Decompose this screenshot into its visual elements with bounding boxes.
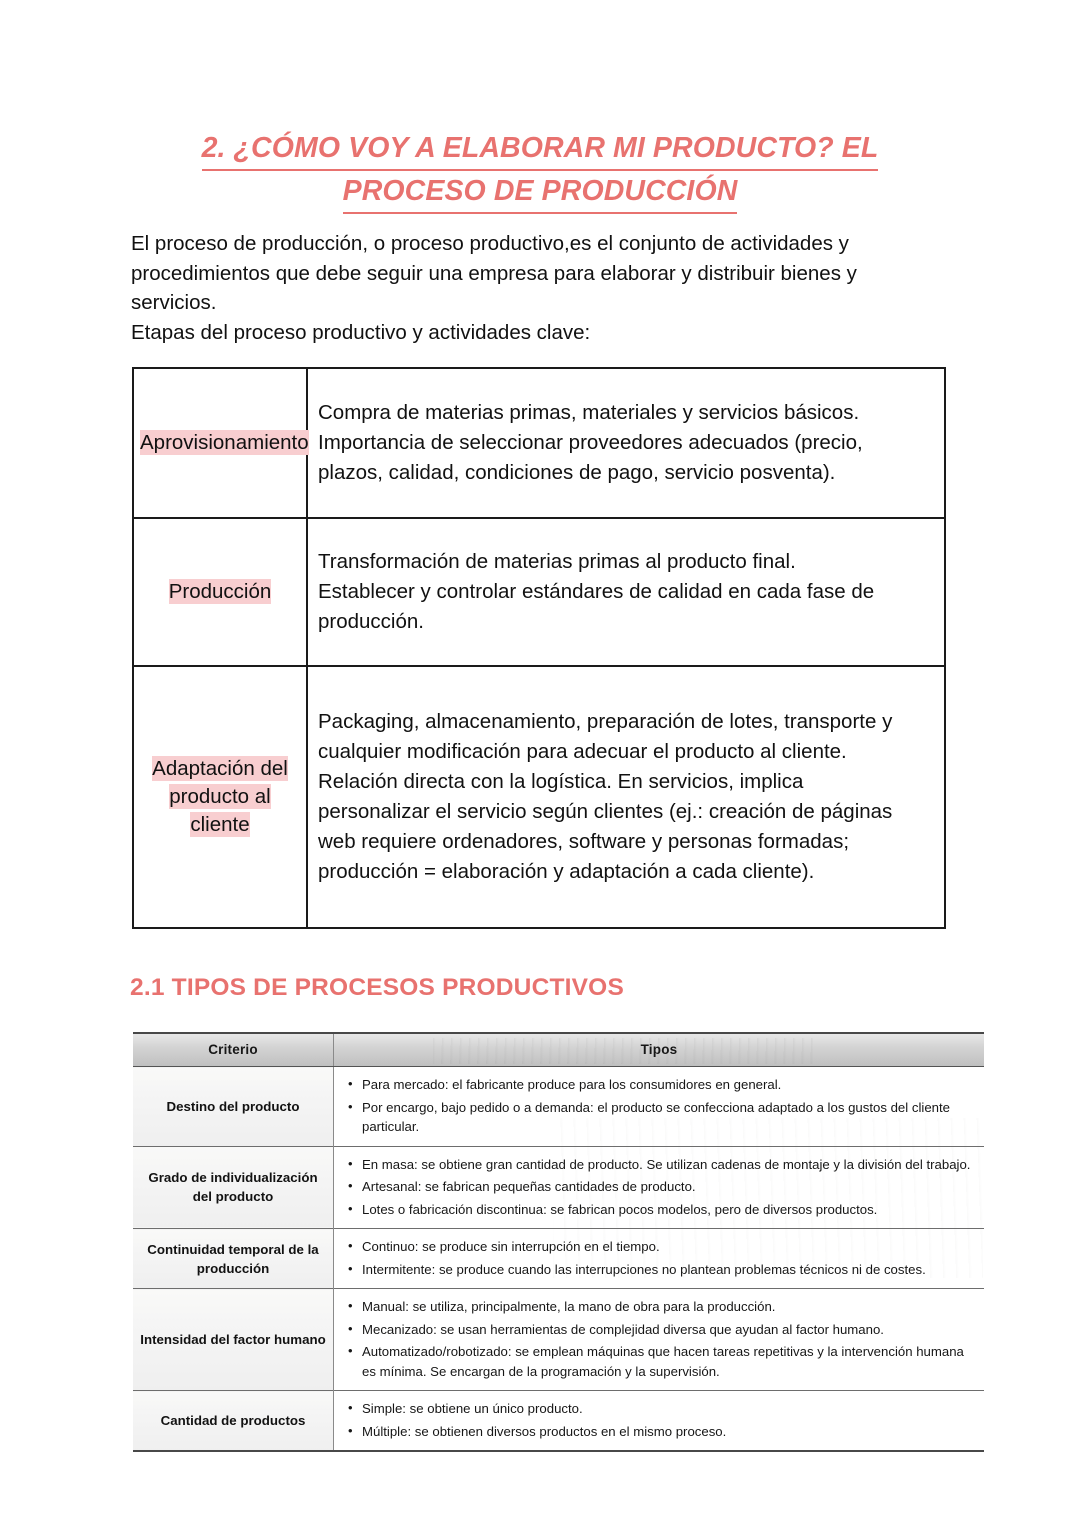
tipos-cell (334, 1391, 985, 1452)
table-row (133, 666, 945, 928)
etapa-label-highlight: Aprovisionamiento (140, 431, 309, 454)
tipos-cell (334, 1146, 985, 1229)
page-title (131, 128, 949, 214)
tipos-cell (334, 1289, 985, 1391)
tipos-cell (334, 1229, 985, 1289)
etapa-desc-line: Relación directa con la logística. En servicios, implica (318, 770, 804, 793)
list-item: • Artesanal: se fabrican pequeñas cantidades de producto. (348, 1177, 974, 1197)
list-item: • Múltiple: se obtienen diversos productos en el mismo proceso. (348, 1422, 974, 1442)
etapa-label-highlight: Adaptación del producto al cliente (152, 757, 288, 836)
etapa-desc-line: Transformación de materias primas al producto final. (318, 550, 796, 573)
criterio-cell: Grado de individualización del producto (133, 1146, 334, 1229)
etapa-desc-line: Packaging, almacenamiento, preparación de lotes, transporte y (318, 710, 893, 733)
table-row (133, 1146, 984, 1229)
etapa-desc-line: producción. (318, 610, 424, 633)
page-title-line-2: PROCESO DE PRODUCCIÓN (343, 171, 738, 214)
column-header-tipos: Tipos (334, 1033, 985, 1067)
etapa-desc-line: Importancia de seleccionar proveedores adecuados (precio, (318, 431, 863, 454)
etapa-label-cell (133, 518, 307, 666)
tipos-table (133, 1032, 984, 1452)
intro-block (131, 229, 931, 347)
criterio-cell: Destino del producto (133, 1067, 334, 1147)
etapas-table (132, 367, 946, 929)
etapa-label-cell (133, 666, 307, 928)
list-item: • Intermitente: se produce cuando las interrupciones no plantean problemas técnicos ni de costes. (348, 1260, 974, 1280)
etapa-description-cell (307, 666, 945, 928)
tipos-scanned-table-image (133, 1032, 984, 1452)
list-item: • Continuo: se produce sin interrupción en el tiempo. (348, 1237, 974, 1257)
list-item: • Mecanizado: se usan herramientas de complejidad diversa que ayudan al factor humano. (348, 1320, 974, 1340)
etapa-description-cell (307, 368, 945, 518)
intro-paragraph-2: Etapas del proceso productivo y actividades clave: (131, 320, 591, 344)
list-item: • Automatizado/robotizado: se emplean máquinas que hacen tareas repetitivas y la intervención humana es mínima. Se encargan de la programación y la supervisión. (348, 1342, 974, 1381)
etapa-desc-line: web requiere ordenadores, software y personas formadas; (318, 830, 850, 853)
etapa-desc-line: Establecer y controlar estándares de calidad en cada fase de (318, 580, 875, 603)
list-item: • Lotes o fabricación discontinua: se fabrican pocos modelos, pero de diversos productos. (348, 1200, 974, 1220)
table-row (133, 368, 945, 518)
table-row (133, 1067, 984, 1147)
list-item: • En masa: se obtiene gran cantidad de producto. Se utilizan cadenas de montaje y la división del trabajo. (348, 1155, 974, 1175)
criterio-cell: Intensidad del factor humano (133, 1289, 334, 1391)
list-item: • Simple: se obtiene un único producto. (348, 1399, 974, 1419)
list-item: • Para mercado: el fabricante produce para los consumidores en general. (348, 1075, 974, 1095)
section-heading: 2.1 TIPOS DE PROCESOS PRODUCTIVOS (130, 974, 624, 1001)
column-header-criterio: Criterio (133, 1033, 334, 1067)
table-row (133, 1229, 984, 1289)
etapa-desc-line: Compra de materias primas, materiales y servicios básicos. (318, 401, 860, 424)
etapa-label-cell (133, 368, 307, 518)
etapa-desc-line: cualquier modificación para adecuar el producto al cliente. (318, 740, 847, 763)
intro-paragraph-1: El proceso de producción, o proceso productivo,es el conjunto de actividades y procedimientos que debe seguir una empresa para elaborar y distribuir bienes y servicios. (131, 232, 857, 314)
list-item: • Por encargo, bajo pedido o a demanda: el producto se confecciona adaptado a los gustos del cliente particular. (348, 1098, 974, 1137)
tipos-cell (334, 1067, 985, 1147)
criterio-cell: Cantidad de productos (133, 1391, 334, 1452)
list-item: • Manual: se utiliza, principalmente, la mano de obra para la producción. (348, 1297, 974, 1317)
etapa-description-cell (307, 518, 945, 666)
criterio-cell: Continuidad temporal de la producción (133, 1229, 334, 1289)
page-title-line-1: 2. ¿CÓMO VOY A ELABORAR MI PRODUCTO? EL (202, 128, 879, 171)
etapa-desc-line: producción = elaboración y adaptación a cada cliente). (318, 860, 815, 883)
table-row (133, 518, 945, 666)
table-row (133, 1289, 984, 1391)
etapa-desc-line: personalizar el servicio según clientes (ej.: creación de páginas (318, 800, 893, 823)
table-header-row (133, 1033, 984, 1067)
table-row (133, 1391, 984, 1452)
etapa-desc-line: plazos, calidad, condiciones de pago, servicio posventa). (318, 461, 836, 484)
etapa-label-highlight: Producción (168, 580, 272, 603)
